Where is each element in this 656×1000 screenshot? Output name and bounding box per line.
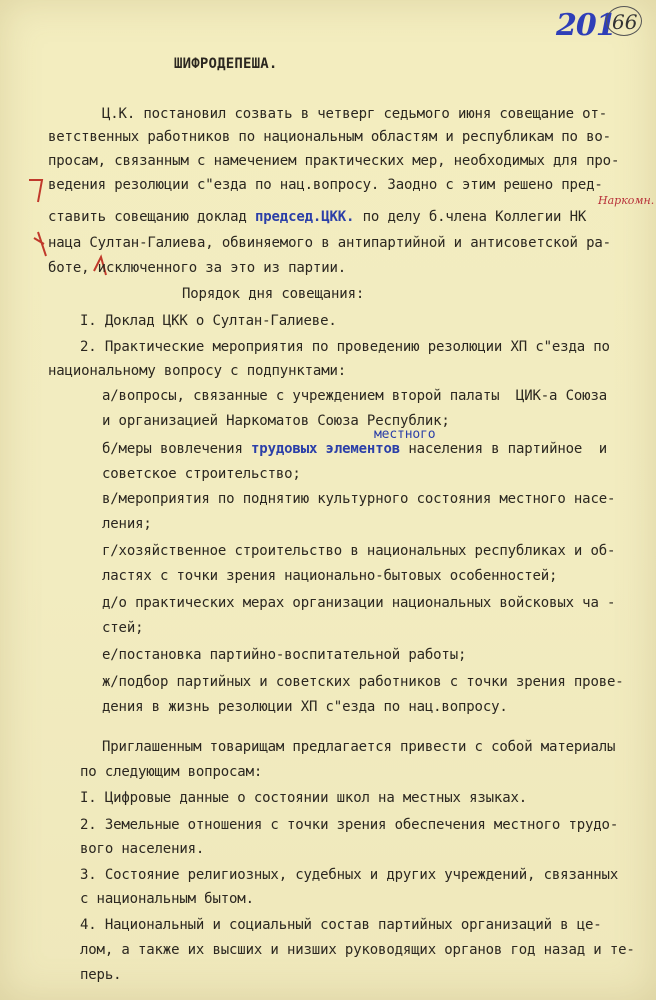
sub-b-line-1 (102, 442, 607, 456)
sub-a-line-1: а/вопросы, связанные с учреждением второй палаты ЦИК-а Союза (102, 388, 608, 404)
invite-line-1: Приглашенным товарищам предлагается привести с собой материалы (102, 739, 616, 755)
sub-v-line-2: ления; (102, 516, 152, 532)
agenda-heading: Порядок дня совещания: (182, 286, 365, 302)
agenda-item-1: I. Доклад ЦКК о Султан-Галиеве. (80, 313, 337, 329)
line5-end: по делу б.члена Коллегии НК (354, 209, 587, 225)
question-3-line-1: 3. Состояние религиозных, судебных и других учреждений, связанных (80, 867, 619, 883)
sub-zh-line-1: ж/подбор партийных и советских работников с точки зрения прове- (102, 674, 624, 690)
page-number-blue: 201 (556, 8, 616, 43)
question-4-line-1: 4. Национальный и социальный состав партийных организаций в це- (80, 917, 602, 933)
paragraph-line-5 (48, 210, 586, 224)
sub-zh-line-2: дения в жизнь резолюции ХП с"езда по нац.вопросу. (102, 699, 508, 715)
sub-b-end: населения в партийное и (400, 441, 608, 457)
question-2-line-1: 2. Земельные отношения с точки зрения обеспечения местного трудо- (80, 817, 619, 833)
sub-d-line-2: стей; (102, 620, 144, 636)
sub-e-line: е/постановка партийно-воспитательной работы; (102, 647, 467, 663)
sub-b-insertion: местного (374, 427, 436, 442)
paragraph-line-2: ветственных работников по национальным областям и республикам по во- (48, 129, 611, 145)
line5-start: ставить совещанию доклад (48, 209, 255, 225)
paragraph-line-1: Ц.К. постановил созвать в четверг седьмого июня совещание от- (102, 106, 608, 122)
paragraph-line-4: ведения резолюции с"езда по нац.вопросу. Заодно с этим решено пред- (48, 177, 603, 193)
sub-b-line-2: советское строительство; (102, 466, 301, 482)
question-2-line-2: вого населения. (80, 841, 205, 857)
page-number-black: 66 (612, 10, 638, 34)
handwritten-annotation-narkom: Наркомн. (598, 194, 655, 207)
agenda-item-2-line-1: 2. Практические мероприятия по проведению резолюции ХП с"езда по (80, 339, 610, 355)
sub-b-highlight: трудовых элементов (251, 441, 401, 457)
question-3-line-2: с национальным бытом. (80, 891, 254, 907)
paragraph-line-7: боте, исключенного за это из партии. (48, 260, 347, 276)
paragraph-line-6: наца Султан-Галиева, обвиняемого в антипартийной и антисоветской ра- (48, 235, 611, 251)
red-margin-mark-1 (26, 176, 48, 206)
sub-d-line-1: д/о практических мерах организации национальных войсковых ча - (102, 595, 616, 611)
question-1: I. Цифровые данные о состоянии школ на местных языках. (80, 790, 528, 806)
sub-g-line-1: г/хозяйственное строительство в национальных республиках и об- (102, 543, 616, 559)
paragraph-line-3: просам, связанным с намечением практических мер, необходимых для про- (48, 153, 620, 169)
sub-v-line-1: в/мероприятия по поднятию культурного состояния местного насе- (102, 491, 616, 507)
question-4-line-2: лом, а также их высших и низших руководящих органов год назад и те- (80, 942, 635, 958)
line5-highlight: председ.ЦКК. (254, 209, 355, 225)
sub-g-line-2: ластях с точки зрения национально-бытовых особенностей; (102, 568, 558, 584)
sub-a-line-2: и организацией Наркоматов Союза Республик; (102, 413, 450, 429)
invite-line-2: по следующим вопросам: (80, 764, 263, 780)
sub-b-start: б/меры вовлечения (102, 441, 252, 457)
question-4-line-3: перь. (80, 967, 122, 983)
document-title: ШИФРОДЕПЕША. (174, 56, 278, 72)
agenda-item-2-line-2: национальному вопросу с подпунктами: (48, 363, 347, 379)
